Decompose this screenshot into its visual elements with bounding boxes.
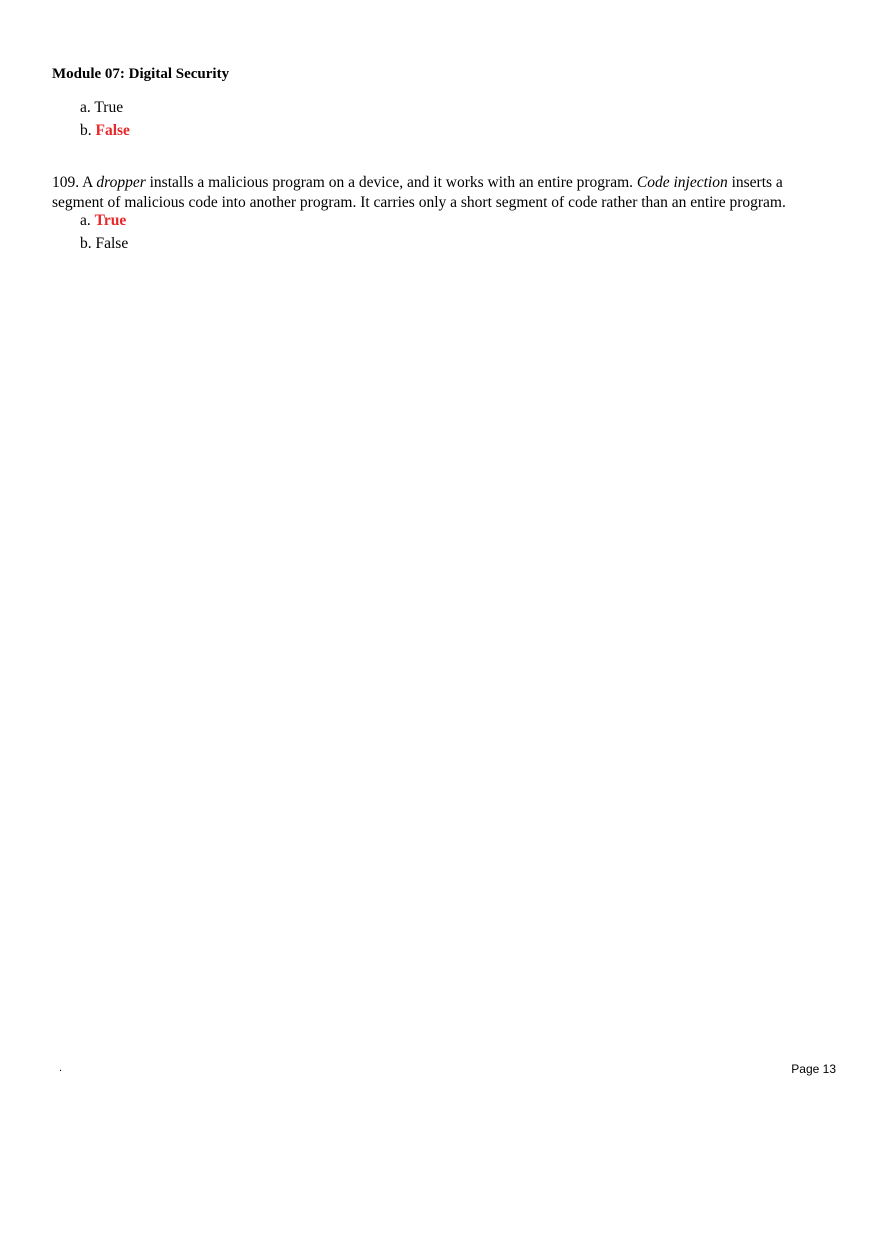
question-109-options — [80, 209, 128, 255]
previous-question-options — [80, 96, 130, 142]
term-code-injection: Code injection — [636, 174, 728, 191]
term-dropper: dropper — [96, 174, 146, 191]
page-number: Page 13 — [791, 1062, 836, 1076]
option-letter: b. — [80, 235, 92, 252]
option-letter: b. — [80, 122, 92, 139]
option-text: True — [94, 99, 124, 116]
question-text-part: inserts a segment of malicious code into another program. It carries only a short segment of code rather than an entire program. — [52, 174, 786, 211]
question-text-part: A — [82, 174, 93, 191]
option-a — [80, 96, 130, 119]
option-letter: a. — [80, 99, 91, 116]
correct-answer-text: False — [95, 122, 130, 139]
option-a — [80, 209, 128, 232]
correct-answer-text: True — [94, 212, 127, 229]
question-number: 109. — [52, 174, 80, 191]
question-text-part: installs a malicious program on a device, and it works with an entire program. — [149, 174, 634, 191]
option-text: False — [95, 235, 129, 252]
module-title: Module 07: Digital Security — [52, 66, 230, 82]
footer-mark: . — [59, 1062, 63, 1074]
option-b — [80, 232, 128, 255]
option-b — [80, 119, 130, 142]
option-letter: a. — [80, 212, 91, 229]
question-109-text — [52, 173, 832, 212]
